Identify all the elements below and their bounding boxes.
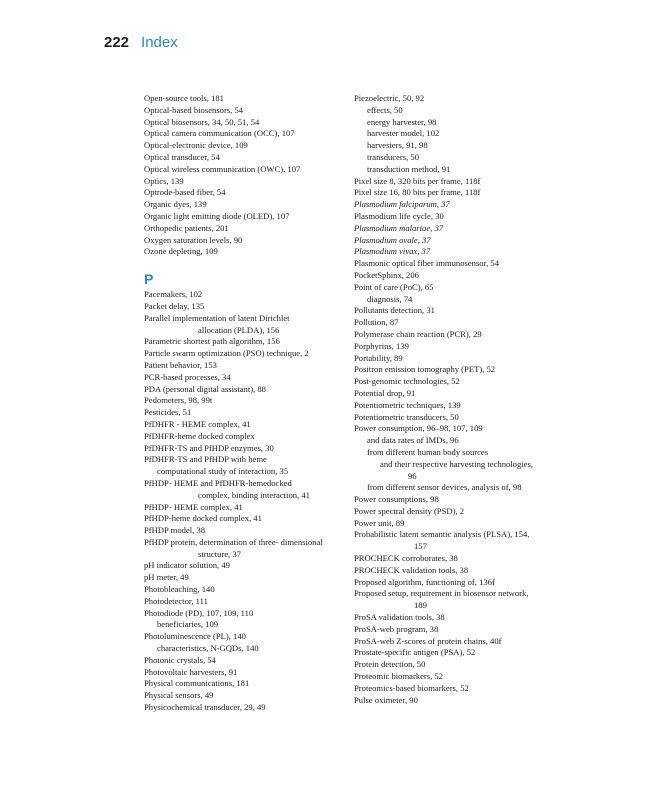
- index-entry: PCR-based processes, 34: [144, 371, 231, 382]
- section-title: Index: [141, 34, 178, 51]
- index-entry: Pulse oximeter, 90: [354, 694, 418, 705]
- index-entry: Orthopedic patients, 201: [144, 222, 229, 233]
- index-entry: pH meter, 49: [144, 572, 189, 583]
- index-entry: Physical sensors, 49: [144, 690, 214, 701]
- index-entry: Prostate-specific antigen (PSA), 52: [354, 647, 476, 658]
- index-subentry: transducers, 50: [367, 151, 420, 162]
- index-entry: PDA (personal digital assistant), 88: [144, 383, 266, 394]
- index-subentry: harvesters, 91, 98: [367, 140, 428, 151]
- index-entry: PfHDP model, 38: [144, 525, 206, 536]
- index-entry: PfHDP- HEME complex, 41: [144, 501, 243, 512]
- index-entry-continuation: allocation (PLDA), 156: [198, 324, 280, 335]
- index-entry: Parametric shortest path algorithm, 156: [144, 336, 280, 347]
- index-entry: Optical-electronic device, 109: [144, 140, 248, 151]
- index-subentry: effects, 50: [367, 104, 403, 115]
- index-subentry: diagnosis, 74: [367, 293, 413, 304]
- index-entry: Proteomics-based biomarkers, 52: [354, 682, 469, 693]
- index-entry: PfDHFR - HEME complex, 41: [144, 418, 251, 429]
- index-entry: PfDHFR-TS and PfHDP enzymes, 30: [144, 442, 274, 453]
- index-entry-continuation: 157: [414, 541, 427, 552]
- index-entry-continuation: 96: [408, 470, 417, 481]
- index-entry: PROCHECK validation tools, 38: [354, 564, 469, 575]
- index-entry: Point of care (PoC), 65: [354, 281, 434, 292]
- index-column-left: [144, 93, 344, 714]
- index-entry: Photovoltaic harvesters, 91: [144, 666, 238, 677]
- index-entry: Organic light emitting diode (OLED), 107: [144, 210, 290, 221]
- index-subentry: harvester model, 102: [367, 128, 440, 139]
- index-entry: Photodiode (PD), 107, 109, 110: [144, 607, 254, 618]
- index-entry-continuation: complex, binding interaction, 41: [198, 489, 310, 500]
- index-letter-heading: P: [144, 271, 154, 288]
- index-entry: Portability, 89: [354, 352, 403, 363]
- index-subentry: characteristics, N-GQDs, 140: [157, 643, 259, 654]
- index-entry: Pesticides, 51: [144, 407, 192, 418]
- index-entry: Proposed algorithm, functioning of, 136f: [354, 576, 495, 587]
- index-entry: Porphyrins, 139: [354, 340, 409, 351]
- index-subentry: energy harvester, 98: [367, 116, 437, 127]
- index-entry: Organic dyes, 139: [144, 199, 207, 210]
- index-entry: pH indicator solution, 49: [144, 560, 230, 571]
- index-entry: Optical wireless communication (OWC), 107: [144, 163, 301, 174]
- index-entry: PocketSphinx, 206: [354, 269, 419, 280]
- index-entry: Photoluminescence (PL), 140: [144, 631, 246, 642]
- index-entry-continuation: 189: [414, 600, 427, 611]
- index-entry: Pacemakers, 102: [144, 289, 203, 300]
- index-entry: Oxygen saturation levels, 90: [144, 234, 243, 245]
- index-entry: PfHDP- HEME and PfDHFR-hemedocked: [144, 477, 292, 488]
- index-entry: Potential drop, 91: [354, 387, 416, 398]
- index-entry: PfHDP protein, determination of three- dimensional: [144, 536, 323, 547]
- index-entry: Optical transducer, 54: [144, 151, 220, 162]
- index-subsubentry: and their respective harvesting technologies,: [380, 458, 533, 469]
- index-entry: Photobleaching, 140: [144, 584, 215, 595]
- index-subentry: and data rates of IMDs, 96: [367, 435, 459, 446]
- index-entry: Power consumptions, 98: [354, 494, 439, 505]
- index-entry: Plasmodium life cycle, 30: [354, 210, 444, 221]
- index-entry: Optical camera communication (OCC), 107: [144, 128, 295, 139]
- index-subentry: from different sensor devices, analysis of, 98: [367, 482, 522, 493]
- index-subentry: beneficiaries, 109: [157, 619, 219, 630]
- page-header: [104, 34, 178, 51]
- index-entry: Packet delay, 135: [144, 300, 205, 311]
- index-entry: Pixel size 8, 320 bits per frame, 118f: [354, 175, 481, 186]
- page-number: 222: [104, 34, 130, 51]
- index-entry: Post-genomic technologies, 52: [354, 376, 460, 387]
- index-entry: Ozone depleting, 109: [144, 246, 218, 257]
- index-entry: Photodetector, 111: [144, 595, 208, 606]
- index-entry: Plasmodium malariae, 37: [354, 222, 444, 233]
- index-entry: Pollutants detection, 31: [354, 305, 435, 316]
- index-entry-continuation: structure, 37: [198, 548, 241, 559]
- index-entry: PfDHFR-TS and PfHDP with heme: [144, 454, 267, 465]
- index-entry: Particle swarm optimization (PSO) technique, 2: [144, 348, 309, 359]
- index-subentry: from different human body sources: [367, 446, 489, 457]
- index-entry: ProSA-web program, 38: [354, 623, 439, 634]
- index-entry: Pixel size 16, 80 bits per frame, 118f: [354, 187, 481, 198]
- index-entry: PfHDP-heme docked complex, 41: [144, 513, 262, 524]
- index-entry: Potentiometric transducers, 50: [354, 411, 459, 422]
- index-entry: Physicochemical transducer, 29, 49: [144, 702, 266, 713]
- index-entry: Plasmodium falciparum, 37: [354, 199, 450, 210]
- index-entry: PROCHECK corroborates, 38: [354, 553, 458, 564]
- index-entry: Power spectral density (PSD), 2: [354, 505, 465, 516]
- index-entry: Physical communications, 181: [144, 678, 250, 689]
- index-entry: Proposed setup, requirement in biosensor network,: [354, 588, 529, 599]
- index-entry: Pollution, 87: [354, 317, 399, 328]
- index-entry: Polymerase chain reaction (PCR), 29: [354, 328, 482, 339]
- index-entry: Parallel implementation of latent Dirichlet: [144, 312, 290, 323]
- index-entry: Plasmodium ovale, 37: [354, 234, 431, 245]
- index-entry: Optical-based biosensors, 54: [144, 104, 244, 115]
- index-entry: Patient behavior, 153: [144, 359, 217, 370]
- index-entry: Protein detection, 50: [354, 659, 426, 670]
- index-entry: ProSA-web Z-scores of protein chains, 40f: [354, 635, 502, 646]
- index-entry: Photonic crystals, 54: [144, 654, 216, 665]
- index-entry: Optrode-based fiber, 54: [144, 187, 226, 198]
- index-entry: PfDHFR-heme docked complex: [144, 430, 255, 441]
- index-entry: Probabilistic latent semantic analysis (PLSA), 154,: [354, 529, 530, 540]
- index-entry: Open-source tools, 181: [144, 93, 224, 103]
- index-entry: Piezoelectric, 50, 92: [354, 93, 425, 103]
- index-entry: Plasmodium vivax, 37: [354, 246, 431, 257]
- index-entry: Optical biosensors, 34, 50, 51, 54: [144, 116, 260, 127]
- index-entry: Pedometers, 98, 99t: [144, 395, 213, 406]
- index-entry: Optics, 139: [144, 175, 184, 186]
- index-column-right: [354, 93, 554, 706]
- index-subentry: computational study of interaction, 35: [157, 466, 289, 477]
- index-entry: Potentiometric techniques, 139: [354, 399, 461, 410]
- index-entry: Proteomic biomarkers, 52: [354, 671, 444, 682]
- index-entry: Positron emission tomography (PET), 52: [354, 364, 496, 375]
- index-entry: Power consumption, 96–98, 107, 109: [354, 423, 483, 434]
- index-entry: ProSA validation tools, 38: [354, 612, 445, 623]
- index-subentry: transduction method, 91: [367, 163, 451, 174]
- index-entry: Plasmonic optical fiber immunosensor, 54: [354, 258, 500, 269]
- index-entry: Power unit, 89: [354, 517, 405, 528]
